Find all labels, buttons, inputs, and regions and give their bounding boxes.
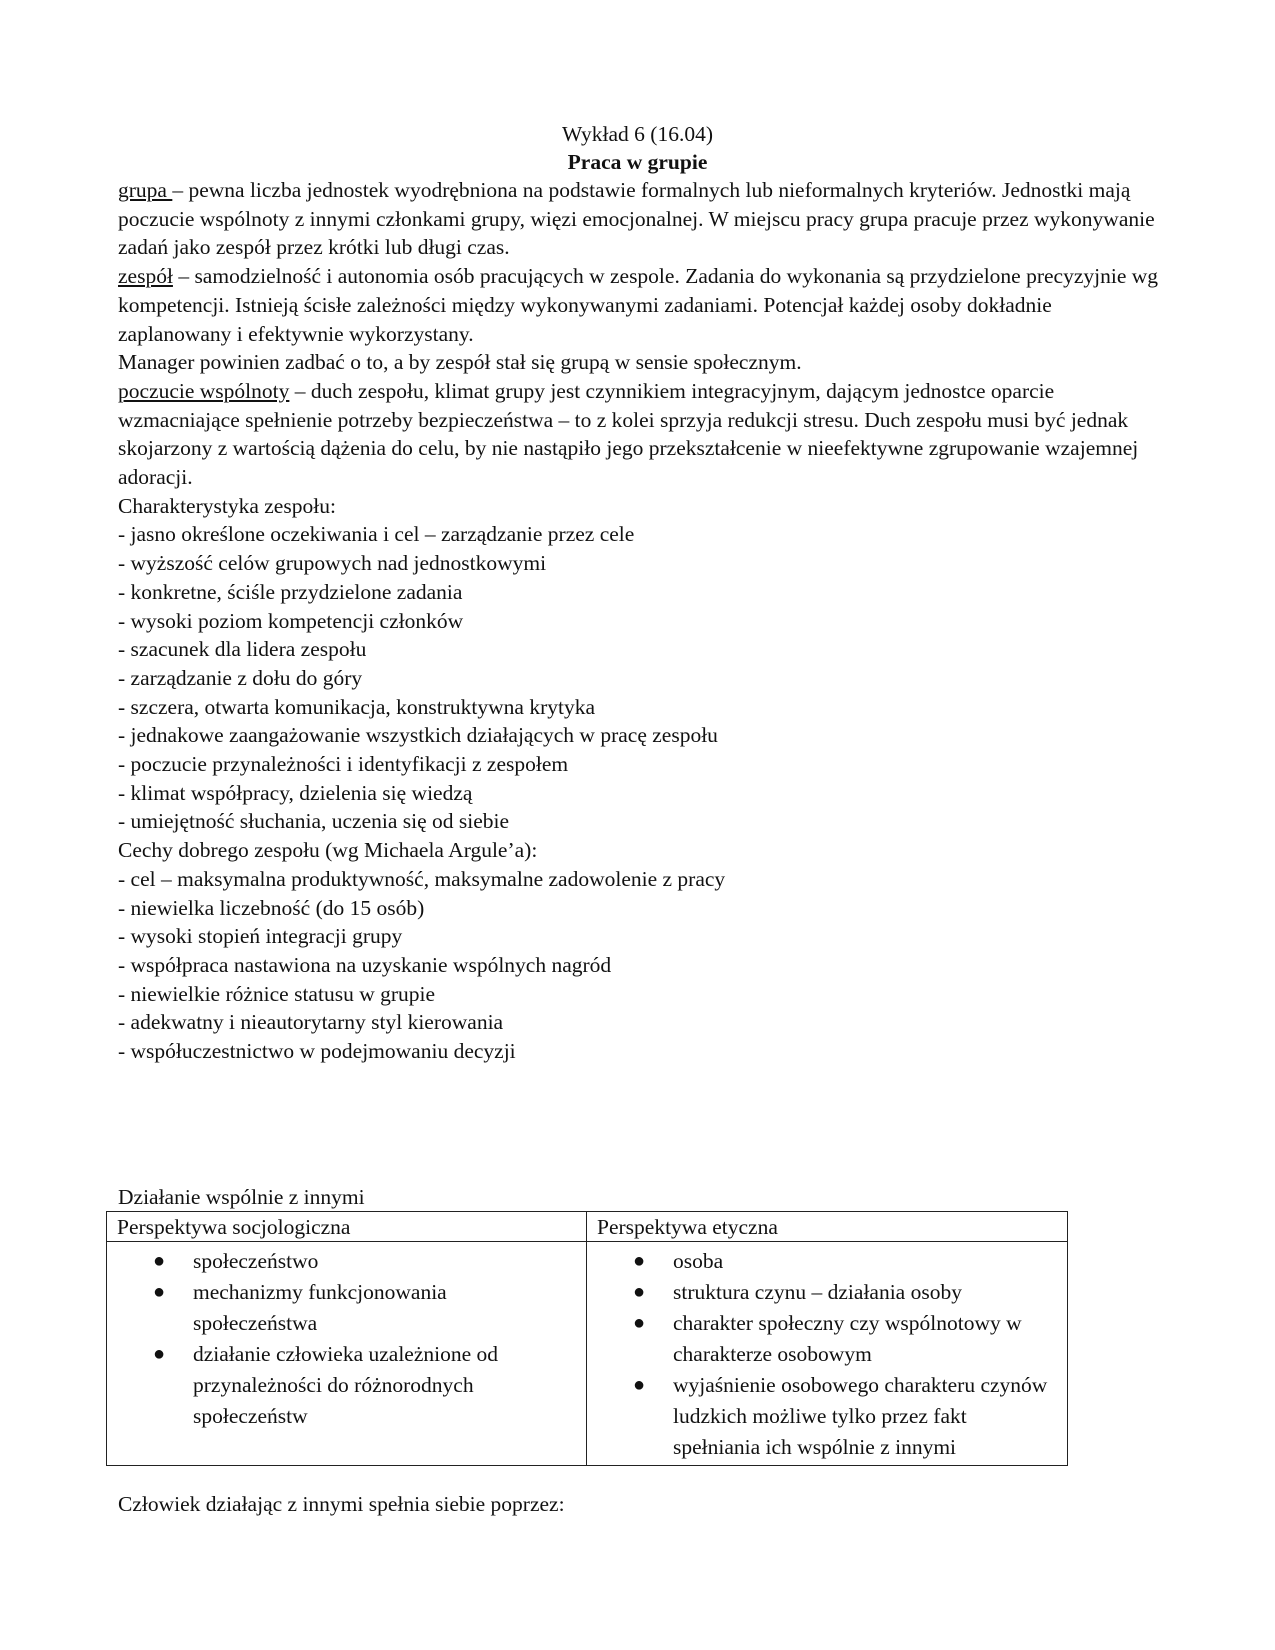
page-title: Praca w grupie xyxy=(567,150,708,174)
definition-wspolnota-text: – duch zespołu, klimat grupy jest czynnikiem integracyjnym, dającym jednostce oparcie wzmacniające spełnienie potrzeby bezpieczeństwa – to z kolei sprzyja redukcji stresu. Duch zespołu musi być jednak skojarzony z wartością dążenia do celu, by nie nastąpiło jego przekształcenie w nieefektywne zgrupowanie wzajemnej adoracji. xyxy=(118,378,1139,490)
perspectives-table xyxy=(106,1211,1068,1466)
sociological-list xyxy=(117,1246,576,1432)
list-item: ● mechanizmy funkcjonowania społeczeństwa xyxy=(117,1277,576,1339)
list-item: ● osoba xyxy=(597,1246,1057,1277)
document-body xyxy=(118,176,1168,1066)
team-characteristics-heading: Charakterystyka zespołu: xyxy=(118,493,336,518)
list-item: - współpraca nastawiona na uzyskanie wspólnych nagród xyxy=(118,952,612,977)
table-header-row xyxy=(107,1212,1068,1242)
list-item: - wysoki poziom kompetencji członków xyxy=(118,608,464,633)
bullet-icon: ● xyxy=(153,1250,166,1272)
bullet-icon: ● xyxy=(633,1250,646,1272)
closing-sentence: Człowiek działając z innymi spełnia siebie poprzez: xyxy=(118,1492,565,1516)
good-team-list xyxy=(118,865,1168,1066)
bullet-icon: ● xyxy=(153,1281,166,1303)
list-item: ● charakter społeczny czy wspólnotowy w charakterze osobowym xyxy=(597,1308,1057,1370)
good-team-heading: Cechy dobrego zespołu (wg Michaela Argule’a): xyxy=(118,838,538,863)
list-item: - umiejętność słuchania, uczenia się od siebie xyxy=(118,809,510,834)
definition-wspolnota xyxy=(118,377,1168,492)
term-zespol: zespół xyxy=(118,264,173,289)
list-item: - jasno określone oczekiwania i cel – zarządzanie przez cele xyxy=(118,522,635,547)
lecture-heading: Wykład 6 (16.04) xyxy=(562,122,713,146)
definition-grupa xyxy=(118,176,1168,262)
cell-ethical xyxy=(587,1242,1068,1466)
definition-zespol xyxy=(118,262,1168,348)
list-item: - adekwatny i nieautorytarny styl kierowania xyxy=(118,1010,504,1035)
list-item: - niewielkie różnice statusu w grupie xyxy=(118,981,436,1006)
header-sociological: Perspektywa socjologiczna xyxy=(107,1212,587,1242)
list-item: - poczucie przynależności i identyfikacji z zespołem xyxy=(118,752,569,777)
list-item: - konkretne, ściśle przydzielone zadania xyxy=(118,579,463,604)
bullet-icon: ● xyxy=(153,1343,166,1365)
list-item: - współuczestnictwo w podejmowaniu decyzji xyxy=(118,1039,516,1064)
manager-note: Manager powinien zadbać o to, a by zespół stał się grupą w sensie społecznym. xyxy=(118,350,802,375)
list-item: - szczera, otwarta komunikacja, konstruktywna krytyka xyxy=(118,694,596,719)
bullet-icon: ● xyxy=(633,1281,646,1303)
definition-grupa-text: – pewna liczba jednostek wyodrębniona na podstawie formalnych lub nieformalnych kryteriów. Jednostki mają poczucie wspólnoty z innymi członkami grupy, więzi emocjonalnej. W miejscu pracy grupa pracuje przez wykonywanie zadań jako zespół przez krótki lub długi czas. xyxy=(118,178,1155,260)
header-ethical: Perspektywa etyczna xyxy=(587,1212,1068,1242)
list-item: - wysoki stopień integracji grupy xyxy=(118,924,403,949)
term-wspolnota: poczucie wspólnoty xyxy=(118,378,290,403)
list-item: - jednakowe zaangażowanie wszystkich działających w pracę zespołu xyxy=(118,723,718,748)
list-item: - klimat współpracy, dzielenia się wiedzą xyxy=(118,780,473,805)
term-grupa: grupa xyxy=(118,178,173,202)
list-item: ● struktura czynu – działania osoby xyxy=(597,1277,1057,1308)
list-item: ● społeczeństwo xyxy=(117,1246,576,1277)
bullet-icon: ● xyxy=(633,1374,646,1396)
team-characteristics-list xyxy=(118,520,1168,836)
list-item: ● wyjaśnienie osobowego charakteru czynów ludzkich możliwe tylko przez fakt spełniania ich wspólnie z innymi xyxy=(597,1370,1057,1463)
cell-sociological xyxy=(107,1242,587,1466)
table-row xyxy=(107,1242,1068,1466)
list-item: - cel – maksymalna produktywność, maksymalne zadowolenie z pracy xyxy=(118,866,726,891)
list-item: ● działanie człowieka uzależnione od przynależności do różnorodnych społeczeństw xyxy=(117,1339,576,1432)
list-item: - niewielka liczebność (do 15 osób) xyxy=(118,895,425,920)
definition-zespol-text: – samodzielność i autonomia osób pracujących w zespole. Zadania do wykonania są przydzielone precyzyjnie wg kompetencji. Istnieją ścisłe zależności między wykonywanymi zadaniami. Potencjał każdej osoby dokładnie zaplanowany i efektywnie wykorzystany. xyxy=(118,264,1159,346)
bullet-icon: ● xyxy=(633,1312,646,1334)
list-item: - szacunek dla lidera zespołu xyxy=(118,637,367,662)
list-item: - wyższość celów grupowych nad jednostkowymi xyxy=(118,551,547,576)
ethical-list xyxy=(597,1246,1057,1463)
table-caption: Działanie wspólnie z innymi xyxy=(118,1185,365,1209)
list-item: - zarządzanie z dołu do góry xyxy=(118,665,363,690)
